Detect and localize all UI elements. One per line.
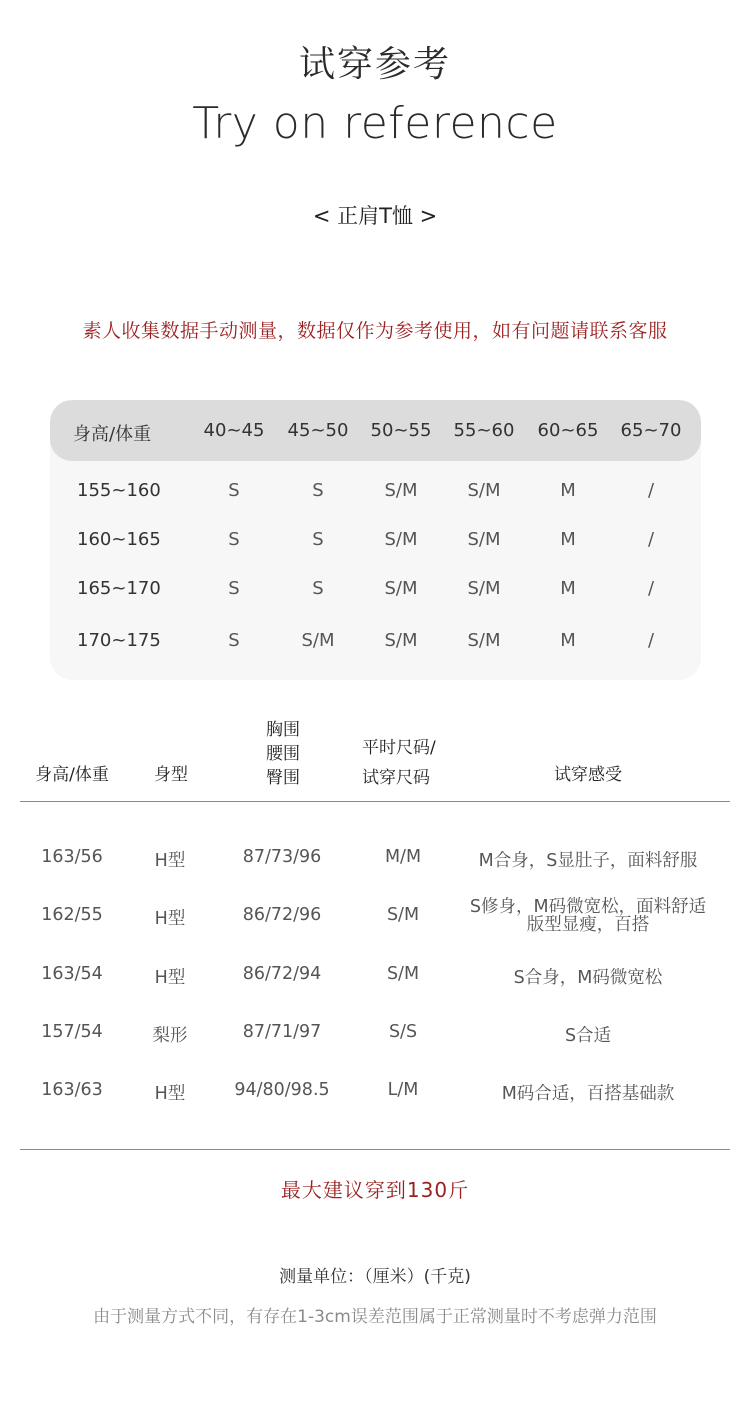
- height-range-label: 160~165: [77, 529, 161, 550]
- size-recommendation: S: [312, 578, 324, 599]
- review-feedback: S合适: [564, 1026, 612, 1046]
- page-title-chinese: 试穿参考: [298, 44, 451, 85]
- page-title-english: Try on reference: [192, 98, 558, 149]
- review-measurements: 86/72/94: [242, 964, 322, 984]
- review-height-weight: 162/55: [41, 905, 103, 925]
- review-height-weight: 163/54: [41, 964, 103, 984]
- weight-range-header: 40~45: [203, 420, 265, 441]
- review-body-type: H型: [154, 851, 186, 871]
- size-recommendation: M: [560, 630, 576, 651]
- column-header-tried-size: 试穿尺码: [362, 768, 430, 788]
- table-bottom-divider: [20, 1149, 730, 1150]
- max-size-advice: 最大建议穿到130斤: [280, 1178, 470, 1202]
- column-header-hip: 臀围: [266, 768, 300, 788]
- column-header-body-type: 身型: [154, 765, 188, 785]
- review-size: S/M: [386, 905, 420, 925]
- height-range-label: 155~160: [77, 480, 161, 501]
- review-feedback: M合身，S显肚子，面料舒服: [478, 851, 698, 871]
- data-notice: 素人收集数据手动测量，数据仅作为参考使用，如有问题请联系客服: [82, 320, 668, 342]
- review-measurements: 94/80/98.5: [234, 1080, 330, 1100]
- review-feedback: M码合适，百搭基础款: [501, 1084, 675, 1104]
- size-recommendation: S/M: [384, 480, 418, 501]
- size-recommendation: M: [560, 480, 576, 501]
- column-header-feedback: 试穿感受: [554, 765, 622, 785]
- size-recommendation: S: [312, 529, 324, 550]
- measurement-unit-note: 测量单位：（厘米）(千克): [279, 1267, 471, 1287]
- size-recommendation: S/M: [384, 529, 418, 550]
- measurement-error-note: 由于测量方式不同，有存在1-3cm误差范围属于正常测量时不考虑弹力范围: [93, 1307, 657, 1327]
- size-recommendation: S: [228, 630, 240, 651]
- height-range-label: 165~170: [77, 578, 161, 599]
- weight-range-header: 45~50: [287, 420, 349, 441]
- size-recommendation: S: [228, 480, 240, 501]
- size-chart-table: [50, 400, 701, 680]
- review-body-type: H型: [154, 909, 186, 929]
- review-height-weight: 163/56: [41, 847, 103, 867]
- weight-range-header: 50~55: [370, 420, 432, 441]
- review-feedback: S合身，M码微宽松: [513, 968, 663, 988]
- review-feedback-line: S修身，M码微宽松，面料舒适: [469, 897, 707, 917]
- review-height-weight: 163/63: [41, 1080, 103, 1100]
- weight-range-header: 55~60: [453, 420, 515, 441]
- size-chart-corner-label: 身高/体重: [73, 424, 152, 445]
- table-header-divider: [20, 801, 730, 802]
- size-recommendation: S/M: [467, 480, 501, 501]
- review-size: S/M: [386, 964, 420, 984]
- review-body-type: H型: [154, 968, 186, 988]
- size-recommendation: /: [647, 529, 655, 550]
- weight-range-header: 65~70: [620, 420, 682, 441]
- column-header-usual-size: 平时尺码/: [362, 738, 436, 758]
- size-recommendation: S: [312, 480, 324, 501]
- review-measurements: 87/73/96: [242, 847, 322, 867]
- review-body-type: H型: [154, 1084, 186, 1104]
- size-recommendation: M: [560, 578, 576, 599]
- weight-range-header: 60~65: [537, 420, 599, 441]
- review-size: L/M: [387, 1080, 419, 1100]
- product-name: < 正肩T恤 >: [312, 204, 438, 228]
- review-size: M/M: [384, 847, 422, 867]
- size-recommendation: S/M: [384, 630, 418, 651]
- column-header-chest: 胸围: [266, 720, 300, 740]
- size-recommendation: S/M: [467, 578, 501, 599]
- size-recommendation: /: [647, 630, 655, 651]
- size-recommendation: /: [647, 480, 655, 501]
- review-height-weight: 157/54: [41, 1022, 103, 1042]
- review-size: S/S: [388, 1022, 418, 1042]
- size-recommendation: S/M: [467, 529, 501, 550]
- review-measurements: 87/71/97: [242, 1022, 322, 1042]
- column-header-waist: 腰围: [266, 744, 300, 764]
- review-feedback-line: 版型显瘦，百搭: [526, 915, 650, 935]
- size-recommendation: S/M: [467, 630, 501, 651]
- size-recommendation: S: [228, 529, 240, 550]
- size-recommendation: /: [647, 578, 655, 599]
- size-recommendation: S: [228, 578, 240, 599]
- size-recommendation: M: [560, 529, 576, 550]
- review-measurements: 86/72/96: [242, 905, 322, 925]
- height-range-label: 170~175: [77, 630, 161, 651]
- size-recommendation: S/M: [384, 578, 418, 599]
- review-body-type: 梨形: [152, 1026, 188, 1046]
- column-header-height-weight: 身高/体重: [35, 765, 109, 785]
- size-recommendation: S/M: [301, 630, 335, 651]
